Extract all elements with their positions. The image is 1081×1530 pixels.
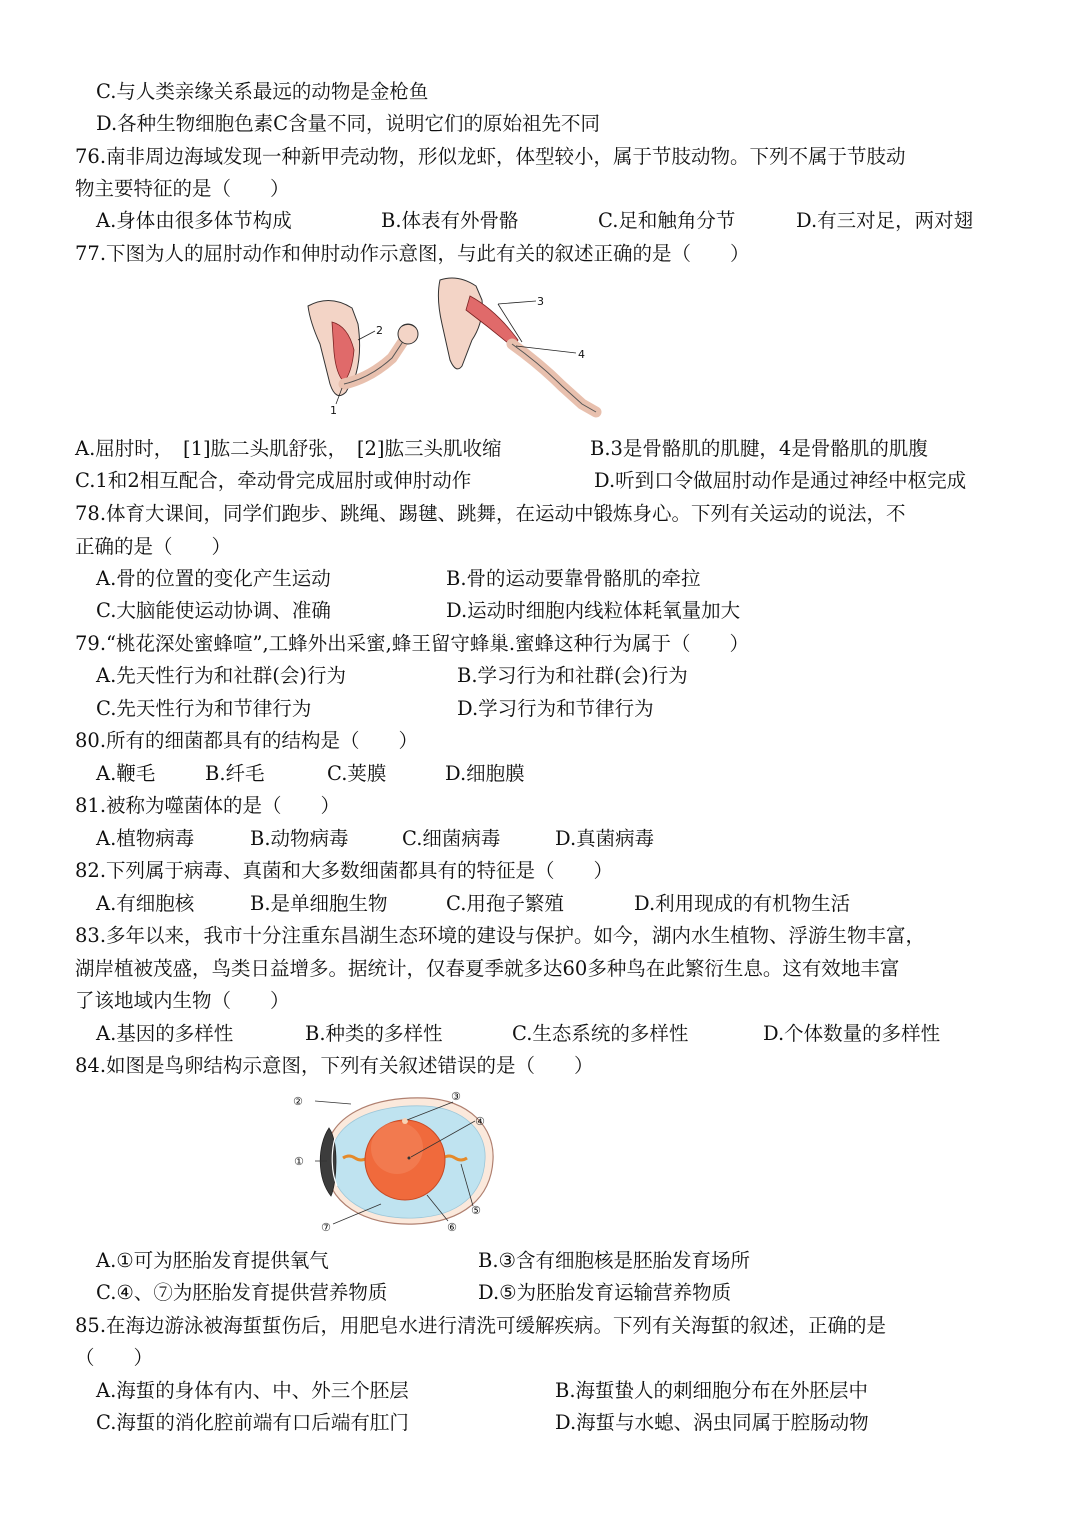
q77-option-c: C.1和2相互配合，牵动骨完成屈肘或伸肘动作 [75,469,472,492]
q80-option-d: D.细胞膜 [445,762,525,785]
arm-label-4: 4 [578,348,585,361]
q84-option-d: D.⑤为胚胎发育运输营养物质 [478,1281,732,1304]
q85-stem-line2: （ ） [75,1346,154,1369]
q75-option-d: D.各种生物细胞色素C含量不同，说明它们的原始祖先不同 [96,112,601,135]
q83-stem-line1: 83.多年以来，我市十分注重东昌湖生态环境的建设与保护。如今，湖内水生植物、浮游生物丰富， [75,924,926,947]
q76-option-a: A.身体由很多体节构成 [96,209,292,232]
q83-option-a: A.基因的多样性 [96,1022,234,1045]
q77-option-b: B.3是骨骼肌的肌腱，4是骨骼肌的肌腹 [590,437,928,460]
egg-label-2: ② [293,1095,303,1108]
q82-option-c: C.用孢子繁殖 [446,892,564,915]
q79-option-d: D.学习行为和节律行为 [457,697,654,720]
q77-option-a: A.屈肘时， [1]肱二头肌舒张， [2]肱三头肌收缩 [75,437,502,460]
q81-option-d: D.真菌病毒 [555,827,655,850]
q76-option-b: B.体表有外骨骼 [381,209,519,232]
egg-label-7: ⑦ [321,1221,331,1234]
q85-option-b: B.海蜇蛰人的刺细胞分布在外胚层中 [555,1379,869,1402]
q77-stem: 77.下图为人的屈肘动作和伸肘动作示意图，与此有关的叙述正确的是（ ） [75,242,750,265]
extended-arm-illustration [438,278,596,412]
q80-stem: 80.所有的细菌都具有的结构是（ ） [75,729,419,752]
q85-stem-line1: 85.在海边游泳被海蜇蜇伤后，用肥皂水进行清洗可缓解疾病。下列有关海蜇的叙述，正确的是 [75,1314,887,1337]
q76-stem-line2: 物主要特征的是（ ） [75,177,290,200]
q81-option-c: C.细菌病毒 [402,827,501,850]
arm-label-1: 1 [330,404,337,417]
q82-stem: 82.下列属于病毒、真菌和大多数细菌都具有的特征是（ ） [75,859,614,882]
flexed-arm-illustration [308,300,418,404]
q78-stem-line1: 78.体育大课间，同学们跑步、跳绳、踢毽、跳舞，在运动中锻炼身心。下列有关运动的说法，不 [75,502,906,525]
egg-label-4: ④ [475,1115,485,1128]
elbow-flexion-extension-figure [300,274,610,424]
q83-option-b: B.种类的多样性 [305,1022,443,1045]
q75-option-c: C.与人类亲缘关系最远的动物是金枪鱼 [96,80,429,103]
q79-option-b: B.学习行为和社群(会)行为 [457,664,688,687]
q84-option-c: C.④、⑦为胚胎发育提供营养物质 [96,1281,388,1304]
q77-option-d: D.听到口令做屈肘动作是通过神经中枢完成 [594,469,967,492]
bird-egg-structure-figure [285,1086,505,1238]
egg-label-6: ⑥ [447,1221,457,1234]
q85-option-a: A.海蜇的身体有内、中、外三个胚层 [96,1379,409,1402]
q83-option-d: D.个体数量的多样性 [763,1022,941,1045]
arm-label-2: 2 [376,324,383,337]
q76-option-c: C.足和触角分节 [598,209,736,232]
arm-label-3: 3 [537,295,544,308]
q85-option-c: C.海蜇的消化腔前端有口后端有肛门 [96,1411,409,1434]
q84-option-a: A.①可为胚胎发育提供氧气 [96,1249,329,1272]
q78-option-a: A.骨的位置的变化产生运动 [96,567,331,590]
q81-stem: 81.被称为噬菌体的是（ ） [75,794,341,817]
q79-option-c: C.先天性行为和节律行为 [96,697,312,720]
q81-option-b: B.动物病毒 [250,827,349,850]
q83-stem-line2: 湖岸植被茂盛，鸟类日益增多。据统计，仅春夏季就多达60多种鸟在此繁衍生息。这有效地丰富 [75,957,900,980]
q82-option-b: B.是单细胞生物 [250,892,388,915]
egg-label-5: ⑤ [471,1204,481,1217]
q83-option-c: C.生态系统的多样性 [512,1022,689,1045]
q79-stem: 79.“桃花深处蜜蜂喧”,工蜂外出采蜜,蜂王留守蜂巢.蜜蜂这种行为属于（ ） [75,632,750,655]
q84-option-b: B.③含有细胞核是胚胎发育场所 [478,1249,751,1272]
q79-option-a: A.先天性行为和社群(会)行为 [96,664,346,687]
q80-option-a: A.鞭毛 [96,762,156,785]
q78-option-d: D.运动时细胞内线粒体耗氧量加大 [446,599,741,622]
q76-option-d: D.有三对足，两对翅 [796,209,974,232]
q80-option-c: C.荚膜 [327,762,387,785]
q80-option-b: B.纤毛 [205,762,265,785]
q76-stem-line1: 76.南非周边海域发现一种新甲壳动物，形似龙虾，体型较小，属于节肢动物。下列不属于节肢动 [75,145,906,168]
q81-option-a: A.植物病毒 [96,827,195,850]
egg-label-1: ① [294,1155,304,1168]
q82-option-d: D.利用现成的有机物生活 [634,892,851,915]
q78-stem-line2: 正确的是（ ） [75,535,232,558]
q84-stem: 84.如图是鸟卵结构示意图，下列有关叙述错误的是（ ） [75,1054,594,1077]
q78-option-c: C.大脑能使运动协调、准确 [96,599,331,622]
q82-option-a: A.有细胞核 [96,892,195,915]
q83-stem-line3: 了该地域内生物（ ） [75,989,290,1012]
egg-label-3: ③ [451,1090,461,1103]
q85-option-d: D.海蜇与水螅、涡虫同属于腔肠动物 [555,1411,869,1434]
q78-option-b: B.骨的运动要靠骨骼肌的牵拉 [446,567,701,590]
